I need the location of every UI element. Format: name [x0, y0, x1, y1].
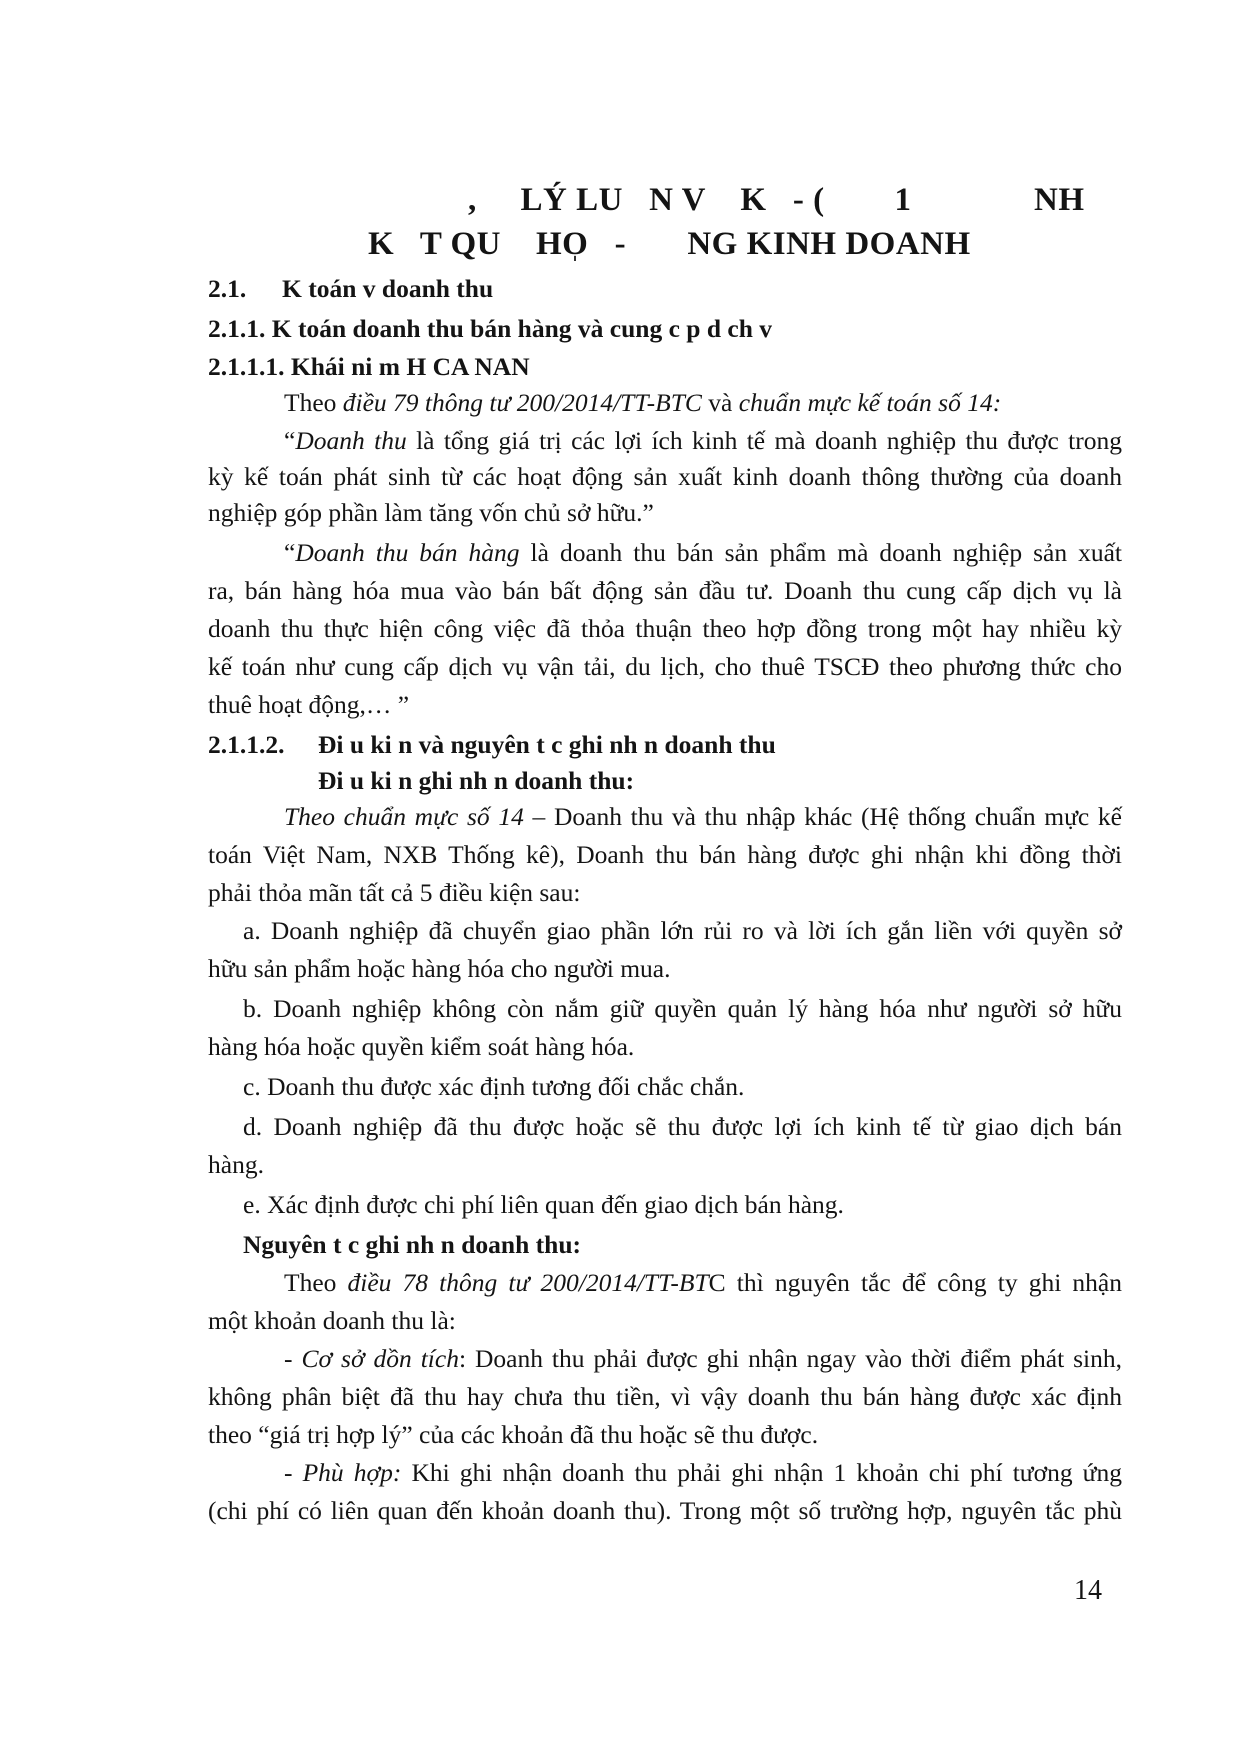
section-2-1-1-1-heading: 2.1.1.1. Khái ni m H CA NAN — [208, 352, 530, 381]
paragraph-2-line-2: kỳ kế toán phát sinh từ các hoạt động sản xuất kinh doanh thông thường của doanh — [208, 462, 1122, 491]
section-2-1-1-2-heading: Đi u ki n và nguyên t c ghi nh n doanh thu — [318, 730, 776, 759]
chapter-title-line-2: K T QU HO̩ - NG KINH DOANH — [368, 226, 971, 262]
paragraph-4-line-3: phải thỏa mãn tất cả 5 điều kiện sau: — [208, 878, 581, 907]
paragraph-3-line-1: “Doanh thu bán hàng là doanh thu bán sản phẩm mà doanh nghiệp sản xuất — [284, 538, 1123, 567]
paragraph-6-line-1: - Cơ sở dồn tích: Doanh thu phải được ghi nhận ngay vào thời điểm phát sinh, — [284, 1344, 1123, 1373]
section-2-1-1-2-number: 2.1.1.2. — [208, 730, 285, 759]
paragraph-2-line-3: nghiệp góp phần làm tăng vốn chủ sở hữu.” — [208, 498, 654, 527]
paragraph-6-line-2: không phân biệt đã thu hay chưa thu tiền, vì vậy doanh thu bán hàng được xác định — [208, 1382, 1122, 1411]
paragraph-7-line-2: (chi phí có liên quan đến khoản doanh thu). Trong một số trường hợp, nguyên tắc phù — [208, 1496, 1122, 1525]
section-2-1-heading: K toán v doanh thu — [282, 274, 494, 303]
paragraph-6-line-3: theo “giá trị hợp lý” của các khoản đã thu hoặc sẽ thu được. — [208, 1420, 819, 1449]
section-2-1-1-heading: 2.1.1. K toán doanh thu bán hàng và cung c p d ch v — [208, 314, 773, 343]
condition-a-line-1: a. Doanh nghiệp đã chuyển giao phần lớn rủi ro và lời ích gắn liền với quyền sở — [243, 916, 1122, 945]
page-number: 14 — [1074, 1575, 1102, 1606]
paragraph-4-line-2: toán Việt Nam, NXB Thống kê), Doanh thu bán hàng được ghi nhận khi đồng thời — [208, 840, 1122, 869]
condition-c: c. Doanh thu được xác định tương đối chắc chắn. — [243, 1072, 745, 1101]
subheading-conditions: Đi u ki n ghi nh n doanh thu: — [318, 766, 635, 795]
paragraph-3-line-2: ra, bán hàng hóa mua vào bán bất động sản đầu tư. Doanh thu cung cấp dịch vụ là — [208, 576, 1122, 605]
chapter-title-line-1: , LÝ LU N V K - ( 1 NH — [468, 182, 1085, 218]
paragraph-5-line-1: Theo điều 78 thông tư 200/2014/TT-BTC thì nguyên tắc để công ty ghi nhận — [284, 1268, 1122, 1297]
condition-b-line-1: b. Doanh nghiệp không còn nắm giữ quyền quản lý hàng hóa như người sở hữu — [243, 994, 1122, 1023]
condition-d-line-2: hàng. — [208, 1150, 264, 1179]
paragraph-2-line-1: “Doanh thu là tổng giá trị các lợi ích kinh tế mà doanh nghiệp thu được trong — [284, 426, 1122, 455]
paragraph-3-line-3: doanh thu thực hiện công việc đã thỏa thuận theo hợp đồng trong một hay nhiều kỳ — [208, 614, 1122, 643]
condition-a-line-2: hữu sản phẩm hoặc hàng hóa cho người mua. — [208, 954, 671, 983]
paragraph-3-line-4: kế toán như cung cấp dịch vụ vận tải, du lịch, cho thuê TSCĐ theo phương thức cho — [208, 652, 1122, 681]
paragraph-1: Theo điều 79 thông tư 200/2014/TT-BTC và chuẩn mực kế toán số 14: — [284, 388, 1002, 417]
condition-b-line-2: hàng hóa hoặc quyền kiểm soát hàng hóa. — [208, 1032, 635, 1061]
condition-d-line-1: d. Doanh nghiệp đã thu được hoặc sẽ thu được lợi ích kinh tế từ giao dịch bán — [243, 1112, 1122, 1141]
paragraph-7-line-1: - Phù hợp: Khi ghi nhận doanh thu phải ghi nhận 1 khoản chi phí tương ứng — [284, 1458, 1122, 1487]
condition-e: e. Xác định được chi phí liên quan đến giao dịch bán hàng. — [243, 1190, 844, 1219]
paragraph-3-line-5: thuê hoạt động,… ” — [208, 690, 410, 719]
subheading-principles: Nguyên t c ghi nh n doanh thu: — [243, 1230, 581, 1259]
paragraph-5-line-2: một khoản doanh thu là: — [208, 1306, 456, 1335]
section-2-1-number: 2.1. — [208, 274, 247, 303]
paragraph-4-line-1: Theo chuẩn mực số 14 – Doanh thu và thu nhập khác (Hệ thống chuẩn mực kế — [284, 802, 1122, 831]
